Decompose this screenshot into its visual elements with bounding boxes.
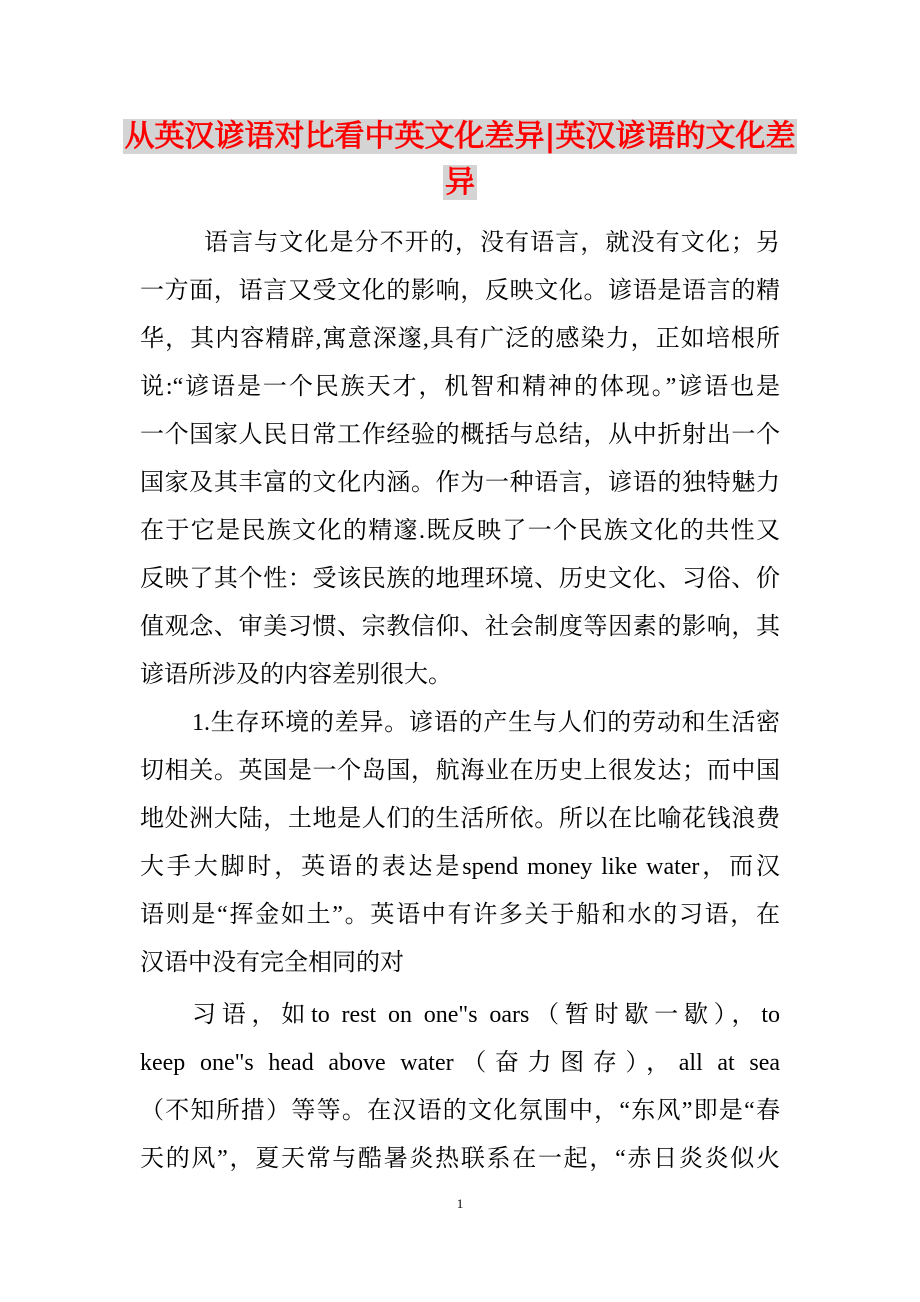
paragraph-3	[140, 991, 780, 1183]
document-body	[140, 219, 780, 1183]
text-line: 华，其内容精辟,寓意深邃,具有广泛的感染力，正如培根所	[140, 326, 780, 352]
text-line: 地处洲大陆，土地是人们的生活所依。所以在比喻花钱浪费	[140, 806, 780, 832]
text-line: 切相关。英国是一个岛国，航海业在历史上很发达；而中国	[140, 758, 780, 784]
text-line: 习语，如to rest on one"s oars（暂时歇一歇），to	[192, 1002, 780, 1028]
text-line: 一方面，语言又受文化的影响，反映文化。谚语是语言的精	[140, 278, 780, 304]
text-line: 说:“谚语是一个民族天才，机智和精神的体现。”谚语也是	[140, 374, 780, 400]
text-line: 大手大脚时，英语的表达是spend money like water，而汉	[140, 854, 780, 880]
text-line: 谚语所涉及的内容差别很大。	[140, 662, 452, 688]
text-line: 值观念、审美习惯、宗教信仰、社会制度等因素的影响，其	[140, 614, 780, 640]
text-line: 天的风”，夏天常与酷暑炎热联系在一起，“赤日炎炎似火	[140, 1146, 780, 1172]
title-text: 异	[445, 165, 475, 200]
title-text: 从英汉谚语对比看中英文化差异|英汉谚语的文化差	[124, 119, 796, 154]
text-line: 反映了其个性：受该民族的地理环境、历史文化、习俗、价	[140, 566, 780, 592]
document-title-line-1	[0, 118, 920, 156]
text-line: keep one"s head above water（奋力图存），all at sea	[140, 1050, 780, 1076]
text-line: 汉语中没有完全相同的对	[140, 950, 404, 976]
page-number: 1	[456, 1196, 464, 1211]
text-line: 一个国家人民日常工作经验的概括与总结，从中折射出一个	[140, 422, 780, 448]
text-line: （不知所措）等等。在汉语的文化氛围中，“东风”即是“春	[140, 1098, 780, 1124]
document-title-line-2	[0, 164, 920, 202]
text-line: 语则是“挥金如土”。英语中有许多关于船和水的习语，在	[140, 902, 780, 928]
text-line: 国家及其丰富的文化内涵。作为一种语言，谚语的独特魅力	[140, 470, 780, 496]
text-line: 1.生存环境的差异。谚语的产生与人们的劳动和生活密	[192, 710, 780, 736]
paragraph-2	[140, 699, 780, 987]
text-line: 在于它是民族文化的精邃.既反映了一个民族文化的共性又	[140, 518, 780, 544]
text-line: 语言与文化是分不开的，没有语言，就没有文化；另	[204, 230, 780, 256]
paragraph-1	[140, 219, 780, 699]
